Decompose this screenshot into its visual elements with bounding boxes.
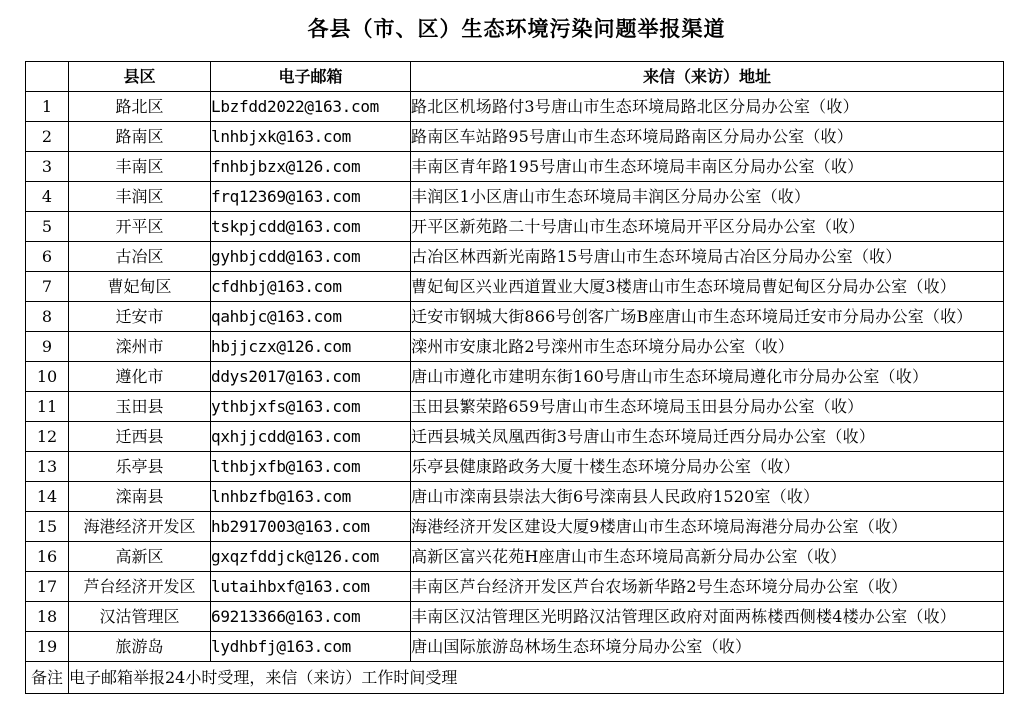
county-cell: 汉沽管理区 <box>69 602 211 632</box>
address-cell: 玉田县繁荣路659号唐山市生态环境局玉田县分局办公室（收） <box>411 392 1004 422</box>
table-body <box>26 92 1004 662</box>
table-row <box>26 92 1004 122</box>
row-number: 19 <box>26 632 69 662</box>
row-number: 4 <box>26 182 69 212</box>
email-cell[interactable]: ythbjxfs@163.com <box>211 392 411 422</box>
county-cell: 曹妃甸区 <box>69 272 211 302</box>
reporting-channels-table <box>25 61 1004 694</box>
county-cell: 滦南县 <box>69 482 211 512</box>
header-email: 电子邮箱 <box>211 62 411 92</box>
address-cell: 古冶区林西新光南路15号唐山市生态环境局古冶区分局办公室（收） <box>411 242 1004 272</box>
row-number: 13 <box>26 452 69 482</box>
county-cell: 遵化市 <box>69 362 211 392</box>
table-row <box>26 512 1004 542</box>
address-cell: 迁安市钢城大街866号创客广场B座唐山市生态环境局迁安市分局办公室（收） <box>411 302 1004 332</box>
county-cell: 古冶区 <box>69 242 211 272</box>
table-row <box>26 212 1004 242</box>
table-row <box>26 152 1004 182</box>
row-number: 6 <box>26 242 69 272</box>
table-row <box>26 302 1004 332</box>
county-cell: 迁安市 <box>69 302 211 332</box>
row-number: 7 <box>26 272 69 302</box>
address-cell: 海港经济开发区建设大厦9楼唐山市生态环境局海港分局办公室（收） <box>411 512 1004 542</box>
county-cell: 芦台经济开发区 <box>69 572 211 602</box>
address-cell: 高新区富兴花苑H座唐山市生态环境局高新分局办公室（收） <box>411 542 1004 572</box>
address-cell: 丰润区1小区唐山市生态环境局丰润区分局办公室（收） <box>411 182 1004 212</box>
table-row <box>26 242 1004 272</box>
row-number: 8 <box>26 302 69 332</box>
row-number: 15 <box>26 512 69 542</box>
email-cell[interactable]: qxhjjcdd@163.com <box>211 422 411 452</box>
address-cell: 滦州市安康北路2号滦州市生态环境分局办公室（收） <box>411 332 1004 362</box>
address-cell: 丰南区汉沽管理区光明路汉沽管理区政府对面两栋楼西侧楼4楼办公室（收） <box>411 602 1004 632</box>
row-number: 5 <box>26 212 69 242</box>
header-county: 县区 <box>69 62 211 92</box>
table-header-row <box>26 62 1004 92</box>
email-cell[interactable]: tskpjcdd@163.com <box>211 212 411 242</box>
table-row <box>26 602 1004 632</box>
row-number: 14 <box>26 482 69 512</box>
address-cell: 唐山国际旅游岛林场生态环境分局办公室（收） <box>411 632 1004 662</box>
table-row <box>26 182 1004 212</box>
email-cell[interactable]: lutaihbxf@163.com <box>211 572 411 602</box>
page-title: 各县（市、区）生态环境污染问题举报渠道 <box>307 17 726 41</box>
table-row <box>26 332 1004 362</box>
email-cell[interactable]: lthbjxfb@163.com <box>211 452 411 482</box>
email-cell[interactable]: ddys2017@163.com <box>211 362 411 392</box>
table-row <box>26 392 1004 422</box>
email-cell[interactable]: qahbjc@163.com <box>211 302 411 332</box>
county-cell: 海港经济开发区 <box>69 512 211 542</box>
row-number: 3 <box>26 152 69 182</box>
email-cell[interactable]: 69213366@163.com <box>211 602 411 632</box>
header-num <box>26 62 69 92</box>
row-number: 12 <box>26 422 69 452</box>
county-cell: 玉田县 <box>69 392 211 422</box>
address-cell: 路北区机场路付3号唐山市生态环境局路北区分局办公室（收） <box>411 92 1004 122</box>
address-cell: 曹妃甸区兴业西道置业大厦3楼唐山市生态环境局曹妃甸区分局办公室（收） <box>411 272 1004 302</box>
address-cell: 唐山市滦南县崇法大街6号滦南县人民政府1520室（收） <box>411 482 1004 512</box>
row-number: 18 <box>26 602 69 632</box>
row-number: 2 <box>26 122 69 152</box>
row-number: 11 <box>26 392 69 422</box>
email-cell[interactable]: lnhbjxk@163.com <box>211 122 411 152</box>
address-cell: 迁西县城关凤凰西街3号唐山市生态环境局迁西分局办公室（收） <box>411 422 1004 452</box>
address-cell: 乐亭县健康路政务大厦十楼生态环境分局办公室（收） <box>411 452 1004 482</box>
email-cell[interactable]: gxqzfddjck@126.com <box>211 542 411 572</box>
table-row <box>26 572 1004 602</box>
table-row <box>26 122 1004 152</box>
email-cell[interactable]: cfdhbj@163.com <box>211 272 411 302</box>
county-cell: 开平区 <box>69 212 211 242</box>
county-cell: 丰南区 <box>69 152 211 182</box>
county-cell: 高新区 <box>69 542 211 572</box>
county-cell: 路南区 <box>69 122 211 152</box>
row-number: 16 <box>26 542 69 572</box>
table-row <box>26 272 1004 302</box>
email-cell[interactable]: frq12369@163.com <box>211 182 411 212</box>
email-cell[interactable]: lydhbfj@163.com <box>211 632 411 662</box>
note-row <box>26 662 1004 694</box>
address-cell: 丰南区青年路195号唐山市生态环境局丰南区分局办公室（收） <box>411 152 1004 182</box>
email-cell[interactable]: gyhbjcdd@163.com <box>211 242 411 272</box>
row-number: 9 <box>26 332 69 362</box>
table-row <box>26 422 1004 452</box>
county-cell: 滦州市 <box>69 332 211 362</box>
row-number: 10 <box>26 362 69 392</box>
email-cell[interactable]: hb2917003@163.com <box>211 512 411 542</box>
email-cell[interactable]: lnhbzfb@163.com <box>211 482 411 512</box>
table-row <box>26 482 1004 512</box>
table-row <box>26 362 1004 392</box>
email-cell[interactable]: Lbzfdd2022@163.com <box>211 92 411 122</box>
note-label: 备注 <box>26 662 69 694</box>
county-cell: 旅游岛 <box>69 632 211 662</box>
email-cell[interactable]: hbjjczx@126.com <box>211 332 411 362</box>
table-row <box>26 452 1004 482</box>
county-cell: 丰润区 <box>69 182 211 212</box>
address-cell: 路南区车站路95号唐山市生态环境局路南区分局办公室（收） <box>411 122 1004 152</box>
address-cell: 开平区新苑路二十号唐山市生态环境局开平区分局办公室（收） <box>411 212 1004 242</box>
header-address: 来信（来访）地址 <box>411 62 1004 92</box>
note-text: 电子邮箱举报24小时受理，来信（来访）工作时间受理 <box>69 662 1004 694</box>
county-cell: 迁西县 <box>69 422 211 452</box>
table-row <box>26 632 1004 662</box>
address-cell: 丰南区芦台经济开发区芦台农场新华路2号生态环境分局办公室（收） <box>411 572 1004 602</box>
table-row <box>26 542 1004 572</box>
row-number: 1 <box>26 92 69 122</box>
county-cell: 路北区 <box>69 92 211 122</box>
email-cell[interactable]: fnhbjbzx@126.com <box>211 152 411 182</box>
row-number: 17 <box>26 572 69 602</box>
address-cell: 唐山市遵化市建明东街160号唐山市生态环境局遵化市分局办公室（收） <box>411 362 1004 392</box>
county-cell: 乐亭县 <box>69 452 211 482</box>
